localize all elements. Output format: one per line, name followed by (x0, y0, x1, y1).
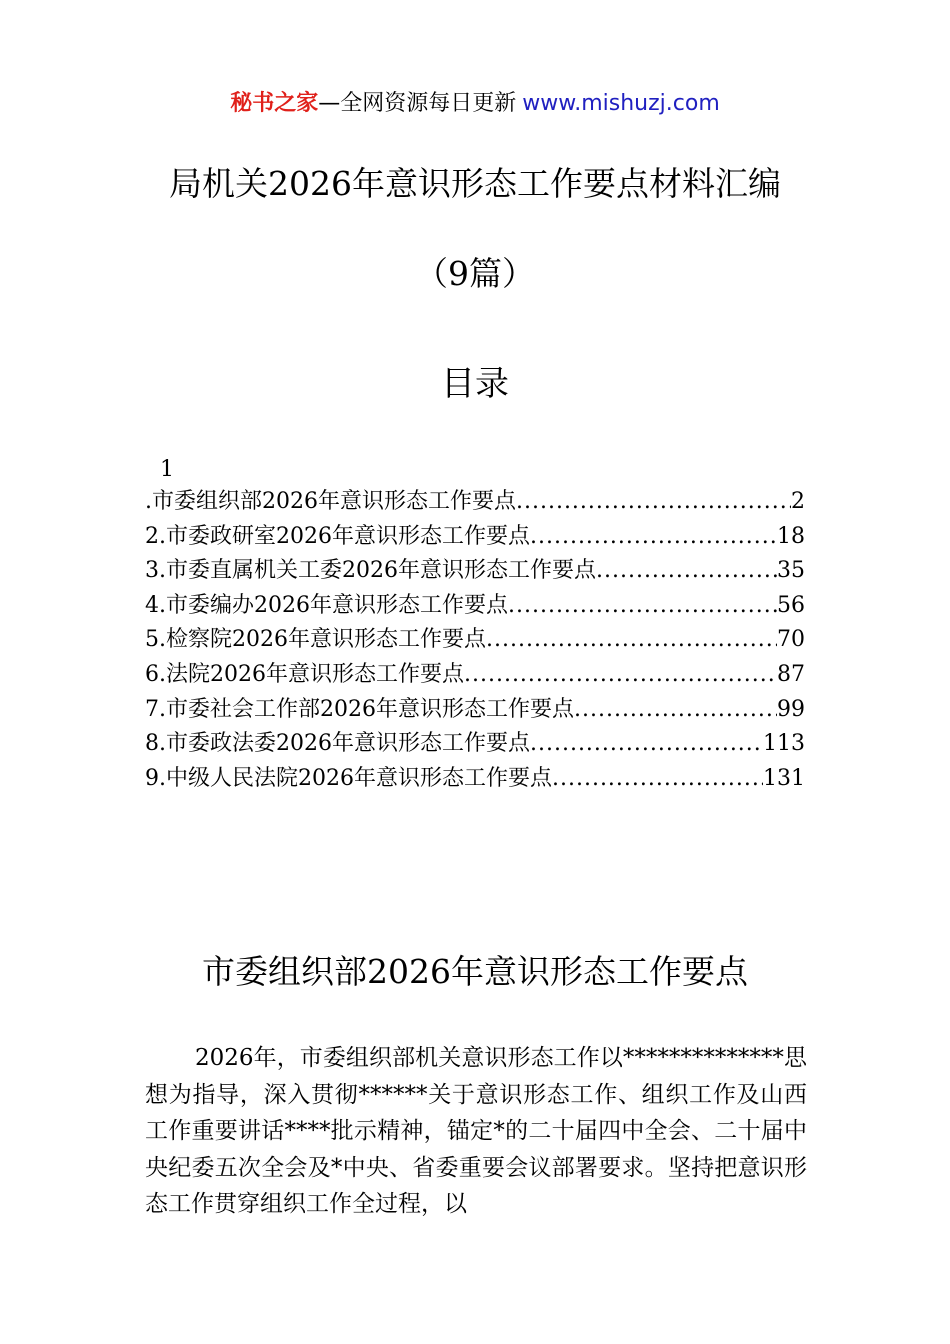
document-title: 局机关2026年意识形态工作要点材料汇编 (169, 164, 781, 203)
toc-item-page: 113 (763, 731, 805, 757)
toc-stray-number: 1 (160, 457, 174, 482)
toc-dot-leader (552, 762, 763, 797)
toc-item-page: 70 (777, 627, 805, 653)
toc-item-title: 7.市委社会工作部2026年意识形态工作要点 (145, 696, 574, 722)
toc-dot-leader (574, 693, 777, 728)
toc-item[interactable] (145, 693, 805, 728)
toc-dot-leader (530, 727, 763, 762)
document-subtitle: （9篇） (415, 254, 535, 293)
site-header (0, 88, 950, 120)
toc-item-page: 18 (777, 523, 805, 549)
toc-item[interactable] (145, 658, 805, 693)
toc-heading: 目录 (441, 364, 509, 404)
toc-item-page: 87 (777, 661, 805, 687)
toc-item-title: .市委组织部2026年意识形态工作要点 (145, 489, 516, 514)
toc-dot-leader (508, 589, 777, 624)
toc-item-title: 6.法院2026年意识形态工作要点 (145, 661, 464, 687)
table-of-contents (145, 485, 805, 796)
site-url-link[interactable]: www.mishuzj.com (522, 91, 720, 116)
toc-item-page: 99 (777, 696, 805, 722)
toc-item-title: 4.市委编办2026年意识形态工作要点 (145, 592, 508, 618)
toc-dot-leader (464, 658, 777, 693)
toc-item-title: 2.市委政研室2026年意识形态工作要点 (145, 523, 530, 549)
section-title: 市委组织部2026年意识形态工作要点 (202, 952, 748, 991)
toc-item[interactable] (145, 762, 805, 797)
toc-item-title: 9.中级人民法院2026年意识形态工作要点 (145, 765, 552, 791)
brand-name: 秘书之家 (230, 91, 319, 116)
toc-item-title: 8.市委政法委2026年意识形态工作要点 (145, 731, 530, 757)
toc-dot-leader (596, 554, 777, 589)
toc-item-page: 2 (791, 489, 805, 514)
toc-dot-leader (516, 485, 791, 520)
toc-item-title: 3.市委直属机关工委2026年意识形态工作要点 (145, 558, 596, 584)
toc-item-page: 35 (777, 558, 805, 584)
toc-item[interactable] (145, 589, 805, 624)
toc-item[interactable] (145, 520, 805, 555)
toc-item[interactable] (145, 727, 805, 762)
toc-item-page: 56 (777, 592, 805, 618)
toc-item[interactable] (145, 623, 805, 658)
toc-dot-leader (486, 623, 777, 658)
body-paragraph: 2026年，市委组织部机关意识形态工作以**************思想为指导，深入贯彻******关于意识形态工作、组织工作及山西工作重要讲话****批示精神，锚定*的二十届四中全会、二十届中央纪委五次全会及*中央、省委重要会议部署要求。坚持把意识形态工作贯穿组织工作全过程，以 (145, 1045, 807, 1217)
toc-item-title: 5.检察院2026年意识形态工作要点 (145, 627, 486, 653)
header-tagline: —全网资源每日更新 (318, 91, 517, 116)
toc-dot-leader (530, 520, 777, 555)
toc-item[interactable] (145, 485, 805, 520)
toc-item-page: 131 (763, 765, 805, 791)
toc-item[interactable] (145, 554, 805, 589)
